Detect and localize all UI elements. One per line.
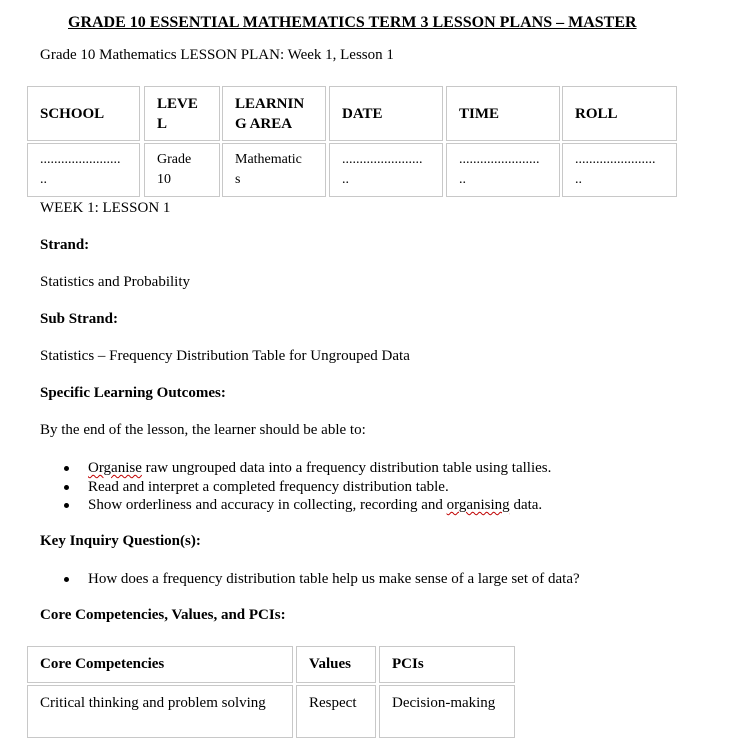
core-header-pcis: PCIs xyxy=(379,646,515,683)
document-title: GRADE 10 ESSENTIAL MATHEMATICS TERM 3 LESSON PLANS – MASTER xyxy=(68,14,637,31)
spelling-flag[interactable]: Organise xyxy=(88,460,142,476)
core-cell-pcis: Decision-making xyxy=(379,685,515,738)
value-cell-time: ....................... .. xyxy=(446,143,560,197)
lesson-plan-subtitle: Grade 10 Mathematics LESSON PLAN: Week 1, Lesson 1 xyxy=(40,47,394,63)
value-cell-date: ....................... .. xyxy=(329,143,443,197)
header-cell-level: LEVE L xyxy=(144,86,220,141)
header-cell-school: SCHOOL xyxy=(27,86,140,141)
sub-strand-text: Statistics – Frequency Distribution Table for Ungrouped Data xyxy=(40,348,410,364)
core-cell-values: Respect xyxy=(296,685,376,738)
list-item: Show orderliness and accuracy in collecting, recording and organising data. xyxy=(62,496,551,515)
list-item: Organise raw ungrouped data into a frequency distribution table using tallies. xyxy=(62,459,551,478)
slo-heading: Specific Learning Outcomes: xyxy=(40,385,226,401)
slo-list xyxy=(62,459,551,515)
value-cell-learning-area: Mathematic s xyxy=(222,143,326,197)
header-cell-date: DATE xyxy=(329,86,443,141)
value-cell-roll: ....................... .. xyxy=(562,143,677,197)
kiq-heading: Key Inquiry Question(s): xyxy=(40,533,201,549)
value-cell-school: ....................... .. xyxy=(27,143,140,197)
header-cell-time: TIME xyxy=(446,86,560,141)
core-cell-competencies: Critical thinking and problem solving xyxy=(27,685,293,738)
core-header-values: Values xyxy=(296,646,376,683)
core-heading: Core Competencies, Values, and PCIs: xyxy=(40,607,286,623)
week-lesson-label: WEEK 1: LESSON 1 xyxy=(40,200,171,216)
header-cell-roll: ROLL xyxy=(562,86,677,141)
slo-intro: By the end of the lesson, the learner should be able to: xyxy=(40,422,366,438)
list-item: How does a frequency distribution table help us make sense of a large set of data? xyxy=(62,570,580,589)
core-header-competencies: Core Competencies xyxy=(27,646,293,683)
kiq-list xyxy=(62,570,580,589)
value-cell-level: Grade 10 xyxy=(144,143,220,197)
spelling-flag[interactable]: organising xyxy=(446,497,510,513)
header-cell-learning-area: LEARNIN G AREA xyxy=(222,86,326,141)
strand-text: Statistics and Probability xyxy=(40,274,190,290)
list-item: Read and interpret a completed frequency distribution table. xyxy=(62,478,551,497)
strand-heading: Strand: xyxy=(40,237,90,253)
sub-strand-heading: Sub Strand: xyxy=(40,311,118,327)
